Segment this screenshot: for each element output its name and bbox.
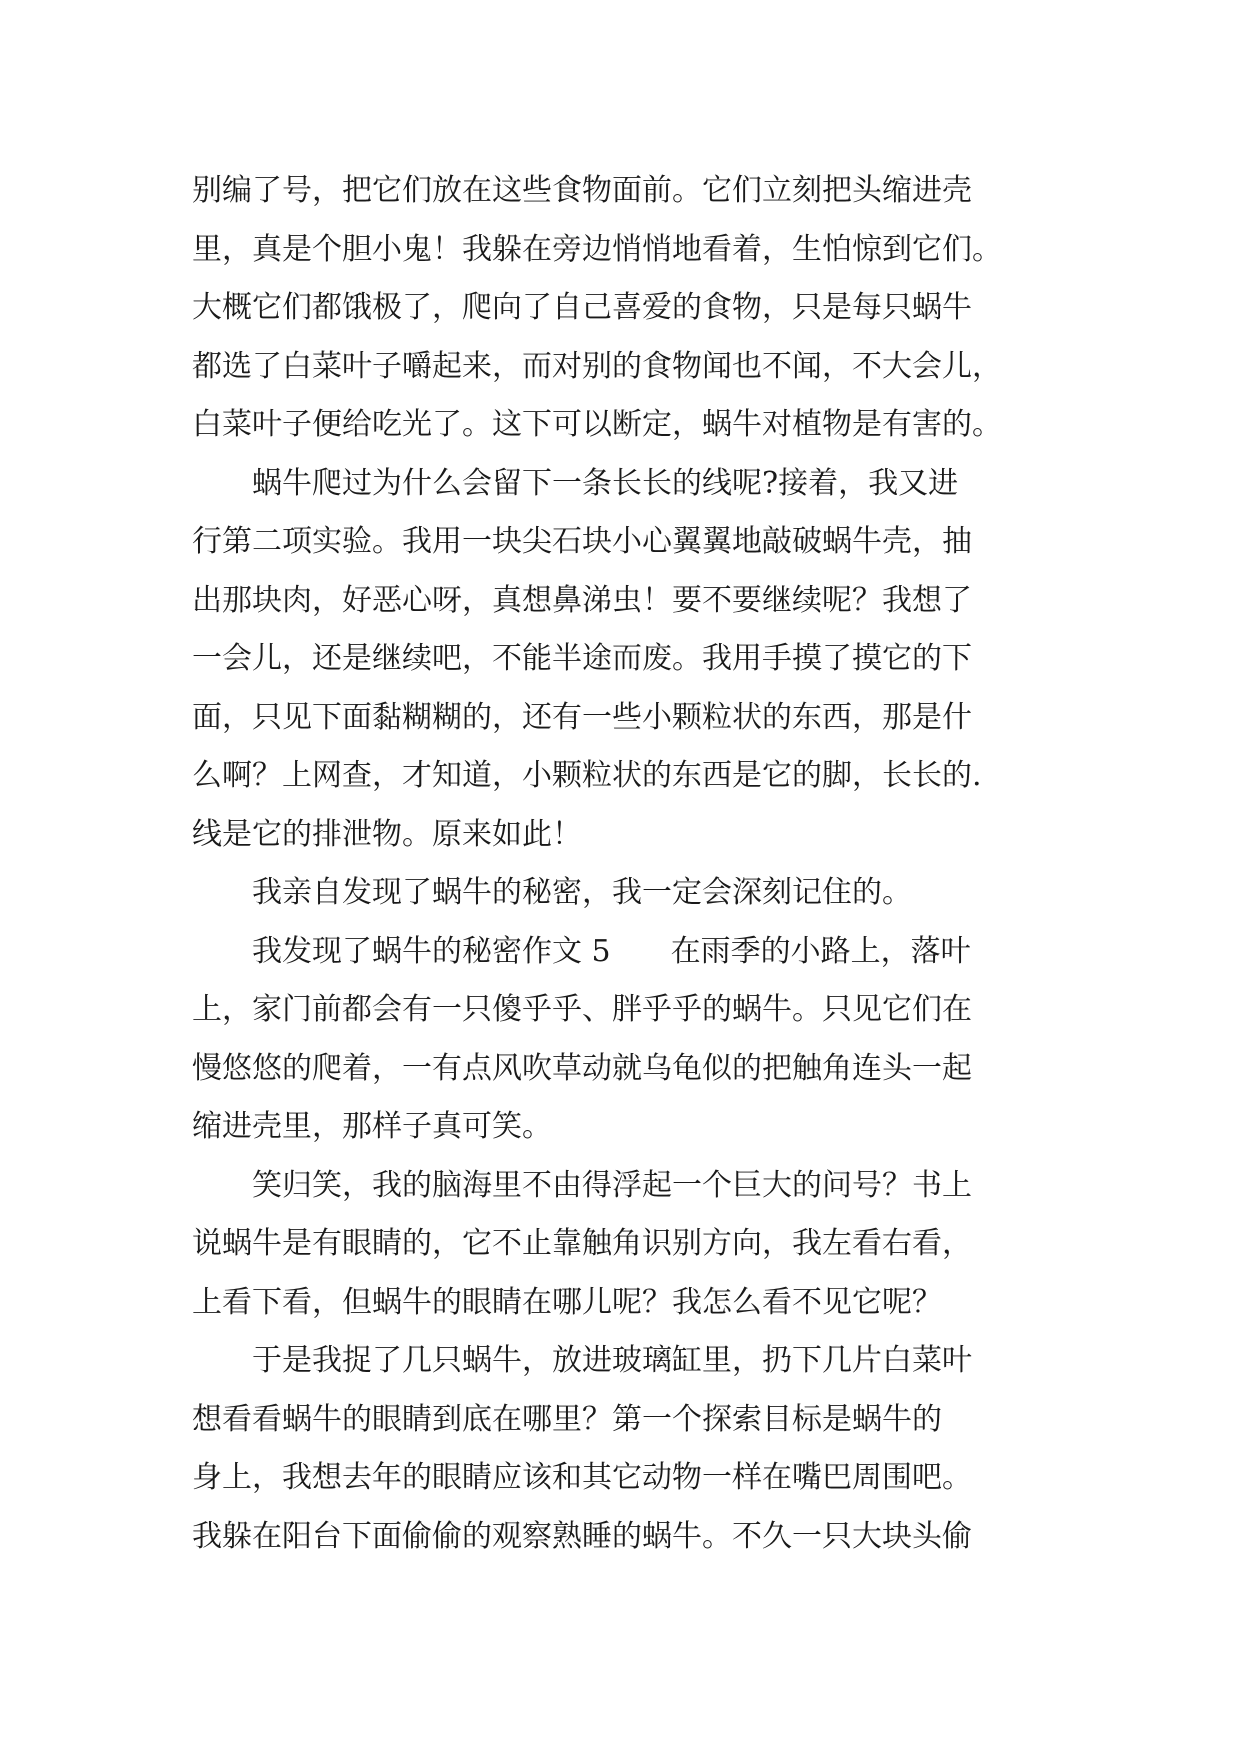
text-line: 都选了白菜叶子嚼起来，而对别的食物闻也不闻，不大会儿， [192,348,1002,384]
paragraph-start-line: 我亲自发现了蜗牛的秘密，我一定会深刻记住的。 [252,875,912,910]
paragraph-start-line: 蜗牛爬过为什么会留下一条长长的线呢?接着，我又进 [252,465,959,501]
text-line: 出那块肉，好恶心呀，真想鼻涕虫！要不要继续呢？我想了 [192,582,972,618]
text-line: 行第二项实验。我用一块尖石块小心翼翼地敲破蜗牛壳，抽 [192,524,972,559]
text-line: 缩进壳里，那样子真可笑。 [192,1109,552,1144]
document-body [192,162,1072,1566]
paragraph-start-line: 笑归笑，我的脑海里不由得浮起一个巨大的问号？书上 [252,1167,972,1203]
text-line: 慢悠悠的爬着，一有点风吹草动就乌龟似的把触角连头一起 [192,1050,972,1086]
text-line: 面，只见下面黏糊糊的，还有一些小颗粒状的东西，那是什 [192,699,972,735]
text-line: 线是它的排泄物。原来如此！ [192,816,582,852]
text-line: 白菜叶子便给吃光了。这下可以断定，蜗牛对植物是有害的。 [192,407,1002,442]
text-line: 里，真是个胆小鬼！我躲在旁边悄悄地看着，生怕惊到它们。 [192,231,1002,267]
text-line: 别编了号，把它们放在这些食物面前。它们立刻把头缩进壳 [192,173,972,208]
text-line: 身上，我想去年的眼睛应该和其它动物一样在嘴巴周围吧。 [192,1460,972,1495]
text-line: 上看下看，但蜗牛的眼睛在哪儿呢？我怎么看不见它呢？ [192,1284,942,1320]
text-line: 上，家门前都会有一只傻乎乎、胖乎乎的蜗牛。只见它们在 [192,992,972,1027]
text-line: 大概它们都饿极了，爬向了自己喜爱的食物，只是每只蜗牛 [192,290,972,325]
text-line: 说蜗牛是有眼睛的，它不止靠触角识别方向，我左看右看， [192,1226,972,1261]
paragraph-start-line: 于是我捉了几只蜗牛，放进玻璃缸里，扔下几片白菜叶 [252,1343,972,1378]
text-line: 想看看蜗牛的眼睛到底在哪里？第一个探索目标是蜗牛的 [192,1401,942,1437]
text-line: 么啊？上网查，才知道，小颗粒状的东西是它的脚，长长的. [192,758,982,793]
text-line: 我躲在阳台下面偷偷的观察熟睡的蜗牛。不久一只大块头偷 [192,1518,972,1554]
essay-title-line: 我发现了蜗牛的秘密作文 5 在雨季的小路上，落叶 [252,933,971,969]
text-line: 一会儿，还是继续吧，不能半途而废。我用手摸了摸它的下 [192,641,972,676]
